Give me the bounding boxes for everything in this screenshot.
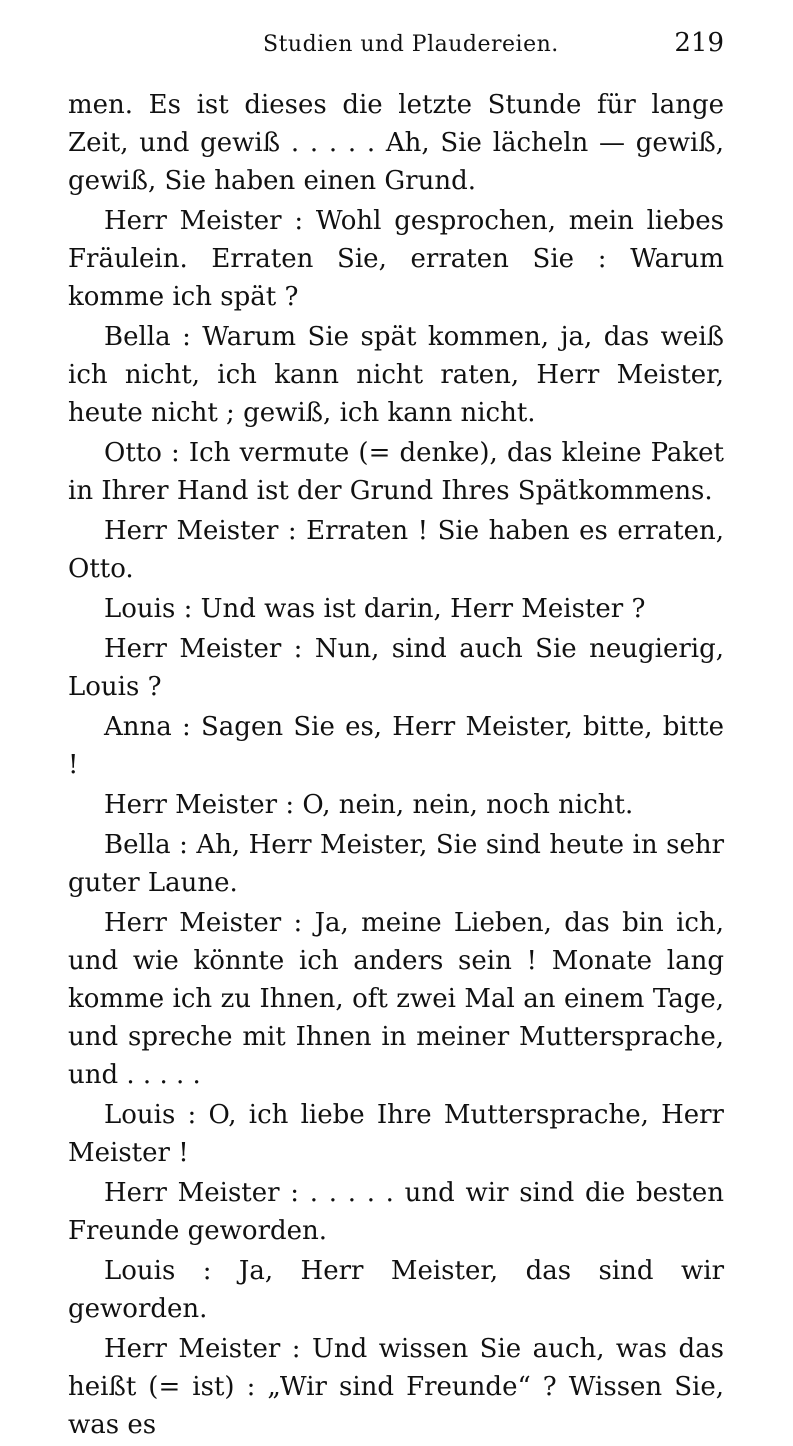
dialogue-herr-meister: Herr Meister : Wohl gesprochen, mein liebes Fräulein. Erraten Sie, erraten Sie : Warum komme ich spät ? [68,206,724,312]
dialogue-bella: Bella : Warum Sie spät kommen, ja, das weiß ich nicht, ich kann nicht raten, Herr Meister, heute nicht ; gewiß, ich kann nicht. [68,322,724,428]
dialogue-herr-meister: Herr Meister : Nun, sind auch Sie neugierig, Louis ? [68,634,724,702]
running-title: Studien und Plaudereien. [263,32,559,57]
page-number: 219 [674,28,724,58]
body-text [68,86,724,1446]
dialogue-herr-meister: Herr Meister : O, nein, nein, noch nicht. [104,790,634,820]
dialogue-otto: Otto : Ich vermute (= denke), das kleine Paket in Ihrer Hand ist der Grund Ihres Spätkommens. [68,438,724,506]
dialogue-anna: Anna : Sagen Sie es, Herr Meister, bitte, bitte ! [68,712,724,780]
paragraph-continuation: men. Es ist dieses die letzte Stunde für lange Zeit, und gewiß . . . . . Ah, Sie lächeln — gewiß, gewiß, Sie haben einen Grund. [68,90,724,196]
dialogue-louis: Louis : Ja, Herr Meister, das sind wir geworden. [68,1256,724,1324]
dialogue-herr-meister: Herr Meister : Erraten ! Sie haben es erraten, Otto. [68,516,724,584]
dialogue-bella: Bella : Ah, Herr Meister, Sie sind heute in sehr guter Laune. [68,830,724,898]
dialogue-louis: Louis : Und was ist darin, Herr Meister ? [104,594,646,624]
running-head [68,28,724,64]
dialogue-herr-meister: Herr Meister : Ja, meine Lieben, das bin ich, und wie könnte ich anders sein ! Monate lang komme ich zu Ihnen, oft zwei Mal an einem Tage, und spreche mit Ihnen in meiner Muttersprache, und . . . . . [68,908,724,1090]
dialogue-herr-meister: Herr Meister : Und wissen Sie auch, was das heißt (= ist) : „Wir sind Freunde“ ? Wissen Sie, was es [68,1334,724,1440]
dialogue-louis: Louis : O, ich liebe Ihre Muttersprache, Herr Meister ! [68,1100,724,1168]
dialogue-herr-meister: Herr Meister : . . . . . und wir sind die besten Freunde geworden. [68,1178,724,1246]
